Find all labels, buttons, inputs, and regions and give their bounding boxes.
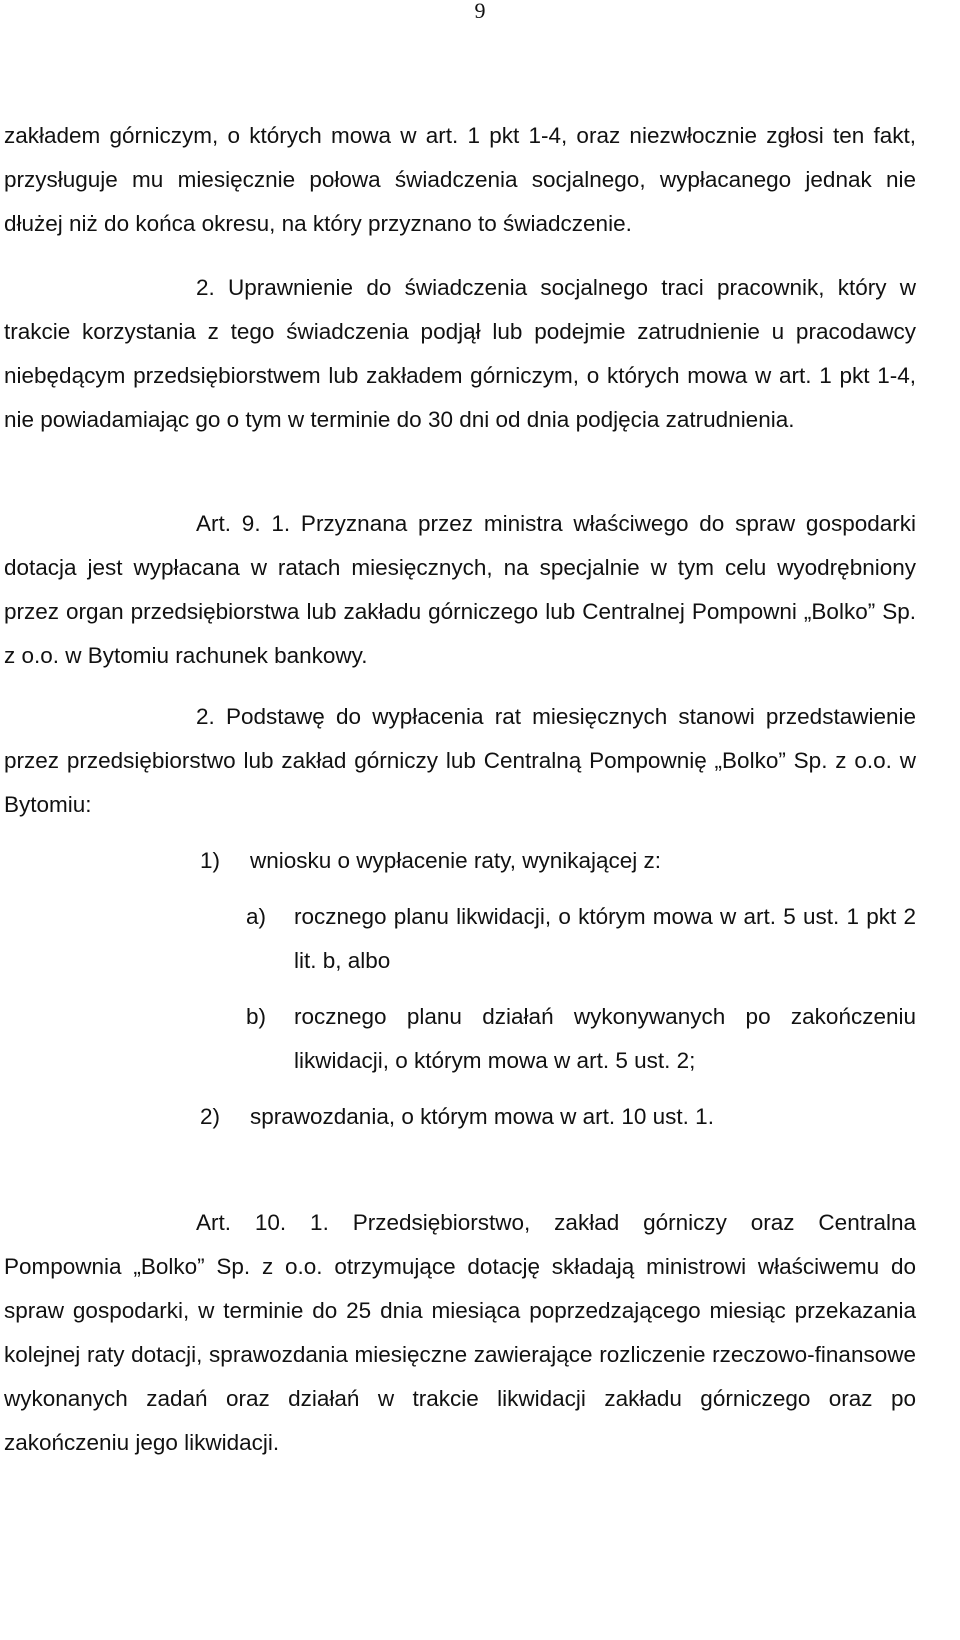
paragraph-continuation: zakładem górniczym, o których mowa w art. 1 pkt 1-4, oraz niezwłocznie zgłosi ten fakt, przysługuje mu miesięcznie połowa świadczenia socjalnego, wypłacanego jednak nie dłużej niż do końca okresu, na który przyznano to świadczenie. <box>4 123 916 236</box>
list-item-1a-text: rocznego planu likwidacji, o którym mowa w art. 5 ust. 1 pkt 2 lit. b, albo <box>294 904 916 973</box>
list-item-2 <box>200 1095 916 1139</box>
list-item-2-number: 2) <box>200 1104 221 1129</box>
article-9-paragraph-2: 2. Podstawę do wypłacenia rat miesięcznych stanowi przedstawienie przez przedsiębiorstwo lub zakład górniczy lub Centralną Pompownię „Bolko” Sp. z o.o. w Bytomiu: <box>4 704 916 817</box>
list-item-1b-text: rocznego planu działań wykonywanych po zakończeniu likwidacji, o którym mowa w art. 5 ust. 2; <box>294 1004 916 1073</box>
list-item-1-text: wniosku o wypłacenie raty, wynikającej z: <box>250 848 662 873</box>
list-item-1a <box>246 895 916 983</box>
list-item-1b-letter: b) <box>246 1004 267 1029</box>
list-item-1b <box>246 995 916 1083</box>
list-item-2-text: sprawozdania, o którym mowa w art. 10 ust. 1. <box>250 1104 714 1129</box>
list-item-1a-letter: a) <box>246 904 267 929</box>
list-item-1-number: 1) <box>200 848 221 873</box>
paragraph-2: 2. Uprawnienie do świadczenia socjalnego traci pracownik, który w trakcie korzystania z tego świadczenia podjął lub podejmie zatrudnienie u pracodawcy niebędącym przedsiębiorstwem lub zakładem górniczym, o których mowa w art. 1 pkt 1-4, nie powiadamiając go o tym w terminie do 30 dni od dnia podjęcia zatrudnienia. <box>4 275 916 432</box>
document-body <box>4 114 916 1465</box>
article-10-paragraph-1: Art. 10. 1. Przedsiębiorstwo, zakład górniczy oraz Centralna Pompownia „Bolko” Sp. z o.o. otrzymujące dotację składają ministrowi właściwemu do spraw gospodarki, w terminie do 25 dnia miesiąca poprzedzającego miesiąc przekazania kolejnej raty dotacji, sprawozdania miesięczne zawierające rozliczenie rzeczowo-finansowe wykonanych zadań oraz działań w trakcie likwidacji zakładu górniczego oraz po zakończeniu jego likwidacji. <box>4 1210 916 1455</box>
page-number: 9 <box>474 0 486 23</box>
article-9-paragraph-1: Art. 9. 1. Przyznana przez ministra właściwego do spraw gospodarki dotacja jest wypłacana w ratach miesięcznych, na specjalnie w tym celu wyodrębniony przez organ przedsiębiorstwa lub zakładu górniczego lub Centralnej Pompowni „Bolko” Sp. z o.o. w Bytomiu rachunek bankowy. <box>4 511 916 668</box>
list-item-1 <box>200 839 916 883</box>
